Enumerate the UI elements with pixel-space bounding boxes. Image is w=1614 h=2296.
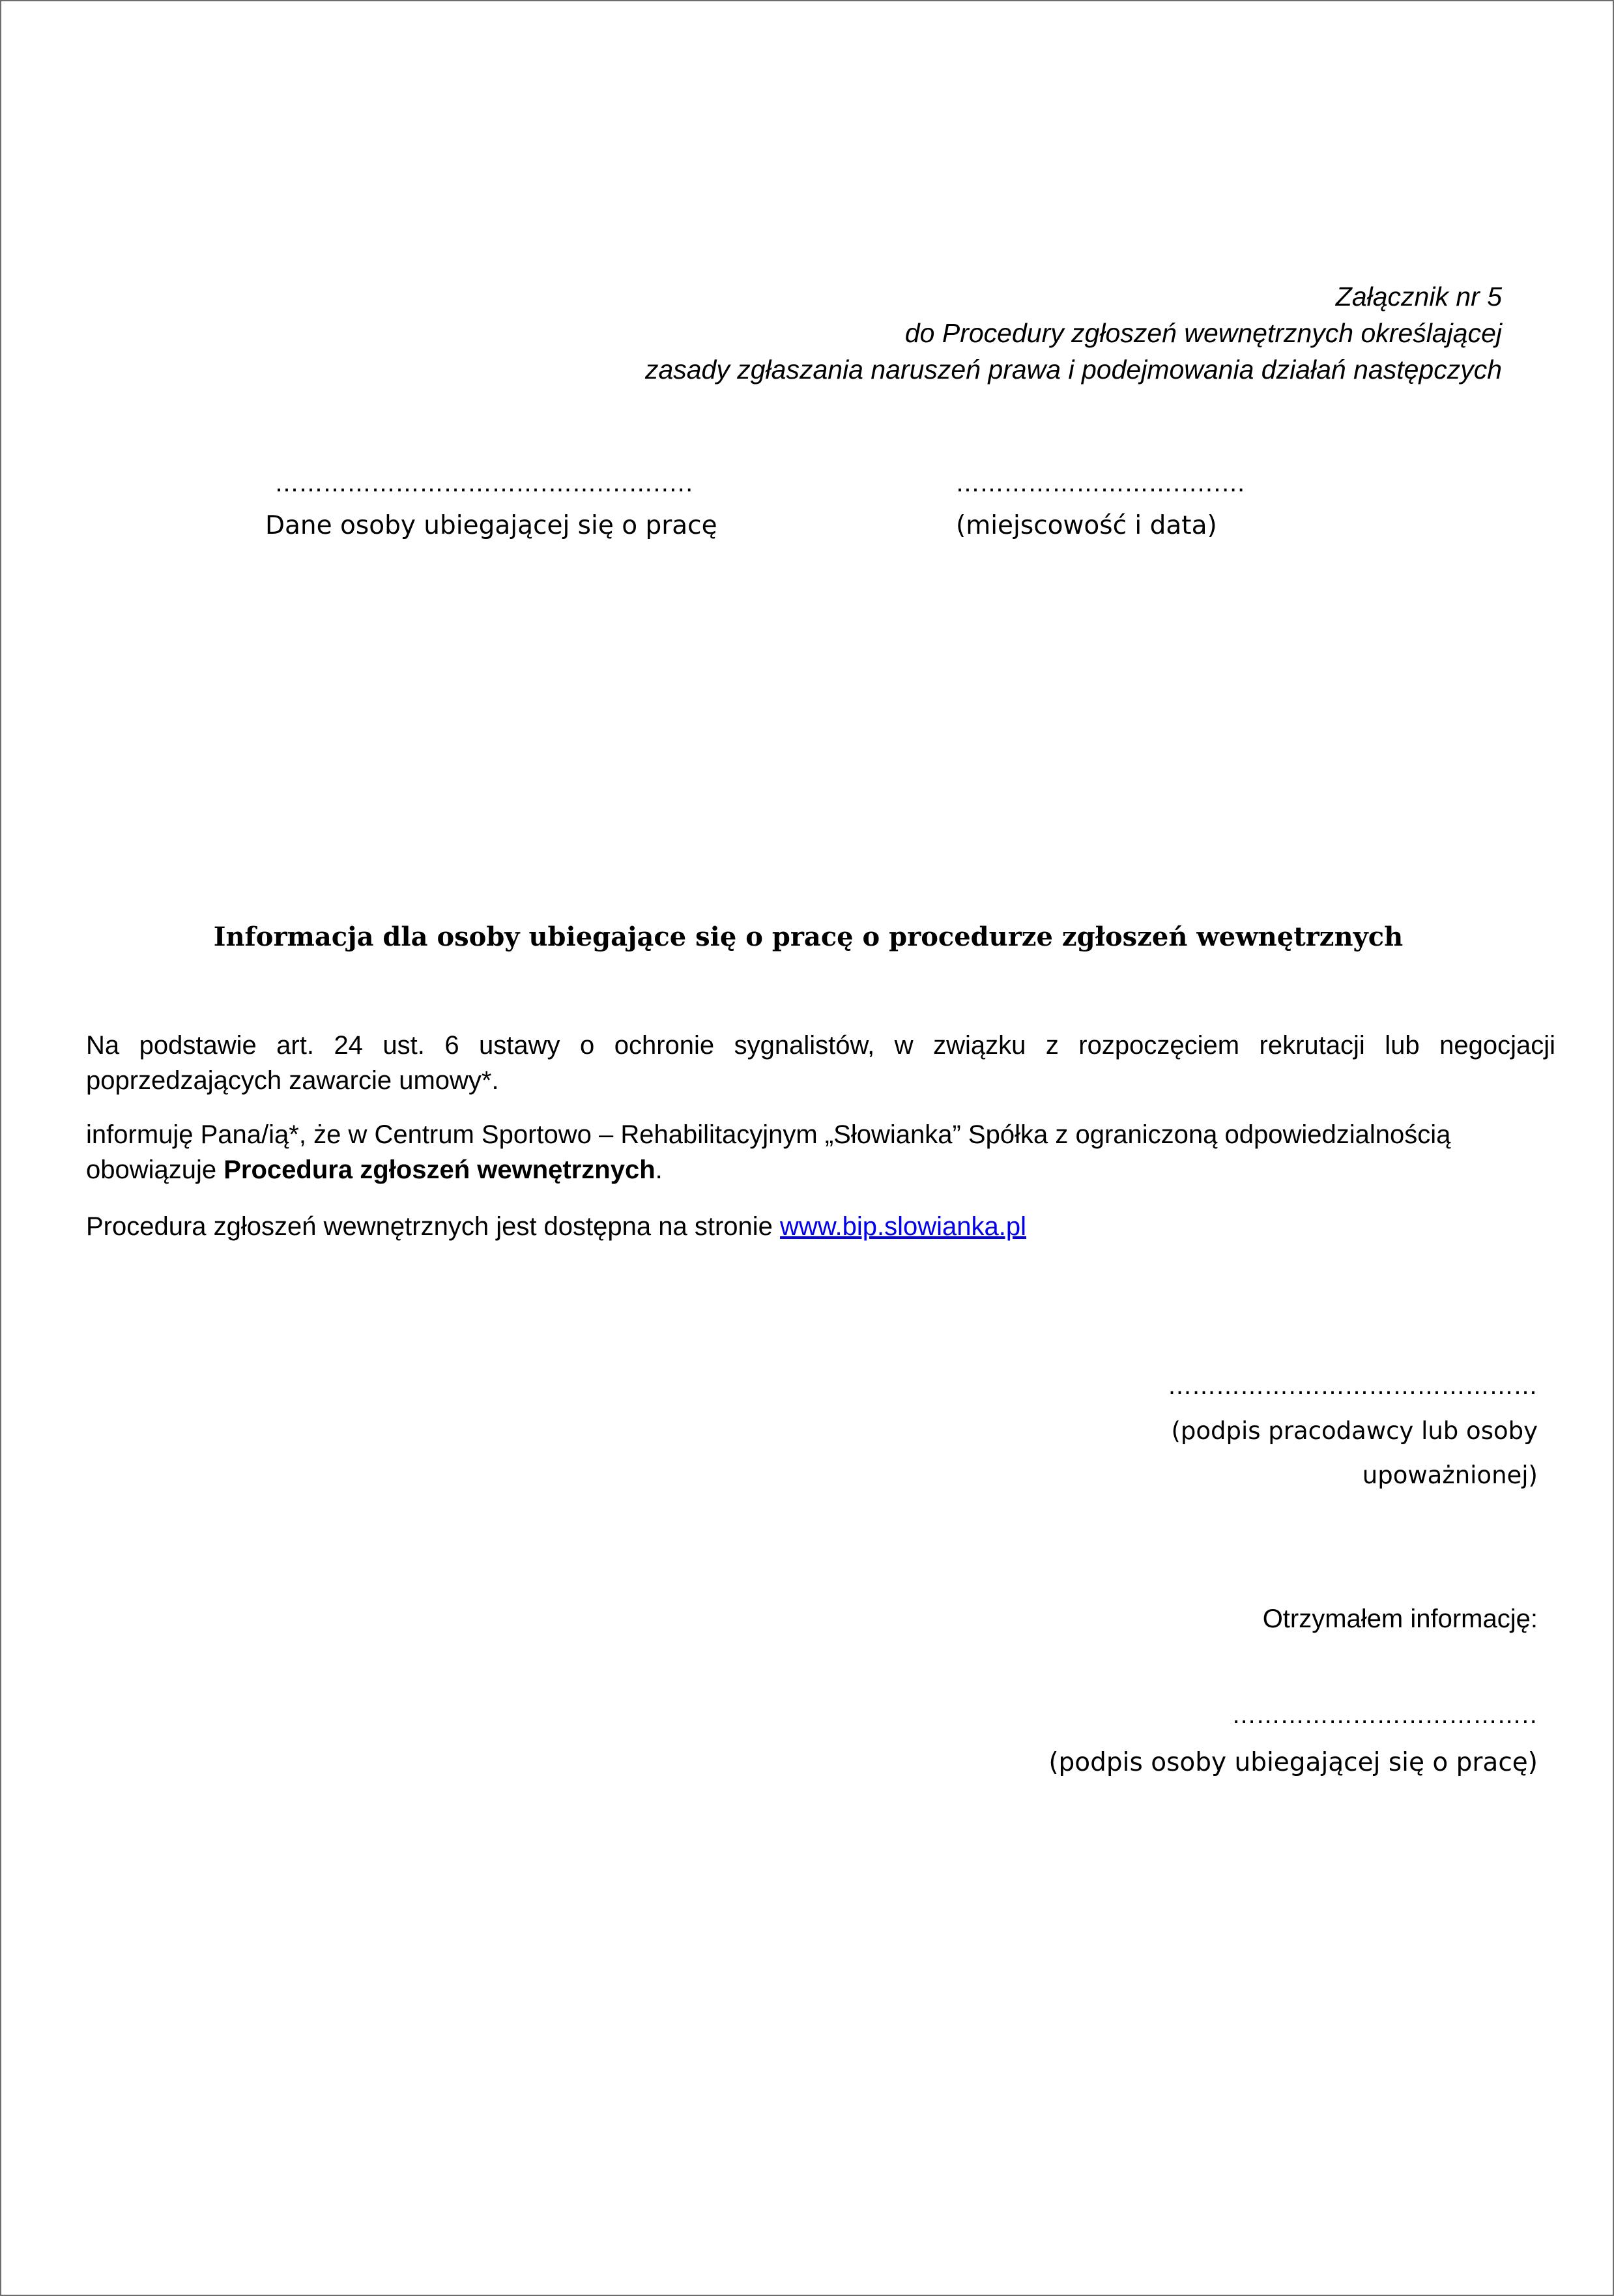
- paragraph-availability: [86, 1209, 1555, 1244]
- paragraph-legal-basis-text: Na podstawie art. 24 ust. 6 ustawy o ochronie sygnalistów, w związku z rozpoczęciem rekrutacji lub negocjacji poprzedzających zawarcie umowy*.: [86, 1031, 1555, 1095]
- paragraph-legal-basis: [86, 1028, 1555, 1098]
- place-date-label: (miejscowość i data): [956, 511, 1217, 540]
- applicant-data-label: Dane osoby ubiegającej się o pracę: [265, 511, 717, 540]
- applicant-data-dots: …………………………….……....….....: [275, 471, 694, 497]
- employer-signature-label-continued: upoważnionej): [1362, 1461, 1538, 1489]
- procedure-name: Procedura zgłoszeń wewnętrznych: [223, 1155, 656, 1184]
- applicant-signature-dots: ………………………………..: [1232, 1702, 1538, 1729]
- paragraph-availability-prefix: Procedura zgłoszeń wewnętrznych jest dostępna na stronie: [86, 1212, 781, 1241]
- paragraph-information-prefix: informuję Pana/ią*, że w Centrum Sportowo – Rehabilitacyjnym „Słowianka” Spółka z ograniczoną odpowiedzialnością obowiązuje: [86, 1120, 1451, 1184]
- paragraph-information: [86, 1117, 1555, 1187]
- place-date-dots: ………………………......…: [956, 471, 1246, 497]
- applicant-signature-label: (podpis osoby ubiegającej się o pracę): [1048, 1748, 1538, 1777]
- bip-link[interactable]: www.bip.slowianka.pl: [780, 1212, 1026, 1241]
- paragraph-availability-text: [86, 1209, 1555, 1244]
- annex-procedure: do Procedury zgłoszeń wewnętrznych określającej: [904, 318, 1502, 348]
- employer-signature-dots: …………….…………………………: [1168, 1373, 1538, 1400]
- employer-signature-label: (podpis pracodawcy lub osoby: [1171, 1417, 1538, 1445]
- annex-header: [645, 278, 1502, 388]
- annex-number: Załącznik nr 5: [1335, 282, 1502, 312]
- annex-scope: zasady zgłaszania naruszeń prawa i podejmowania działań następczych: [644, 355, 1502, 385]
- received-information-text: Otrzymałem informację:: [1262, 1605, 1538, 1633]
- paragraph-information-text: [86, 1117, 1555, 1187]
- paragraph-information-suffix: .: [655, 1155, 663, 1184]
- document-title: Informacja dla osoby ubiegające się o pracę o procedurze zgłoszeń wewnętrznych: [213, 922, 1404, 952]
